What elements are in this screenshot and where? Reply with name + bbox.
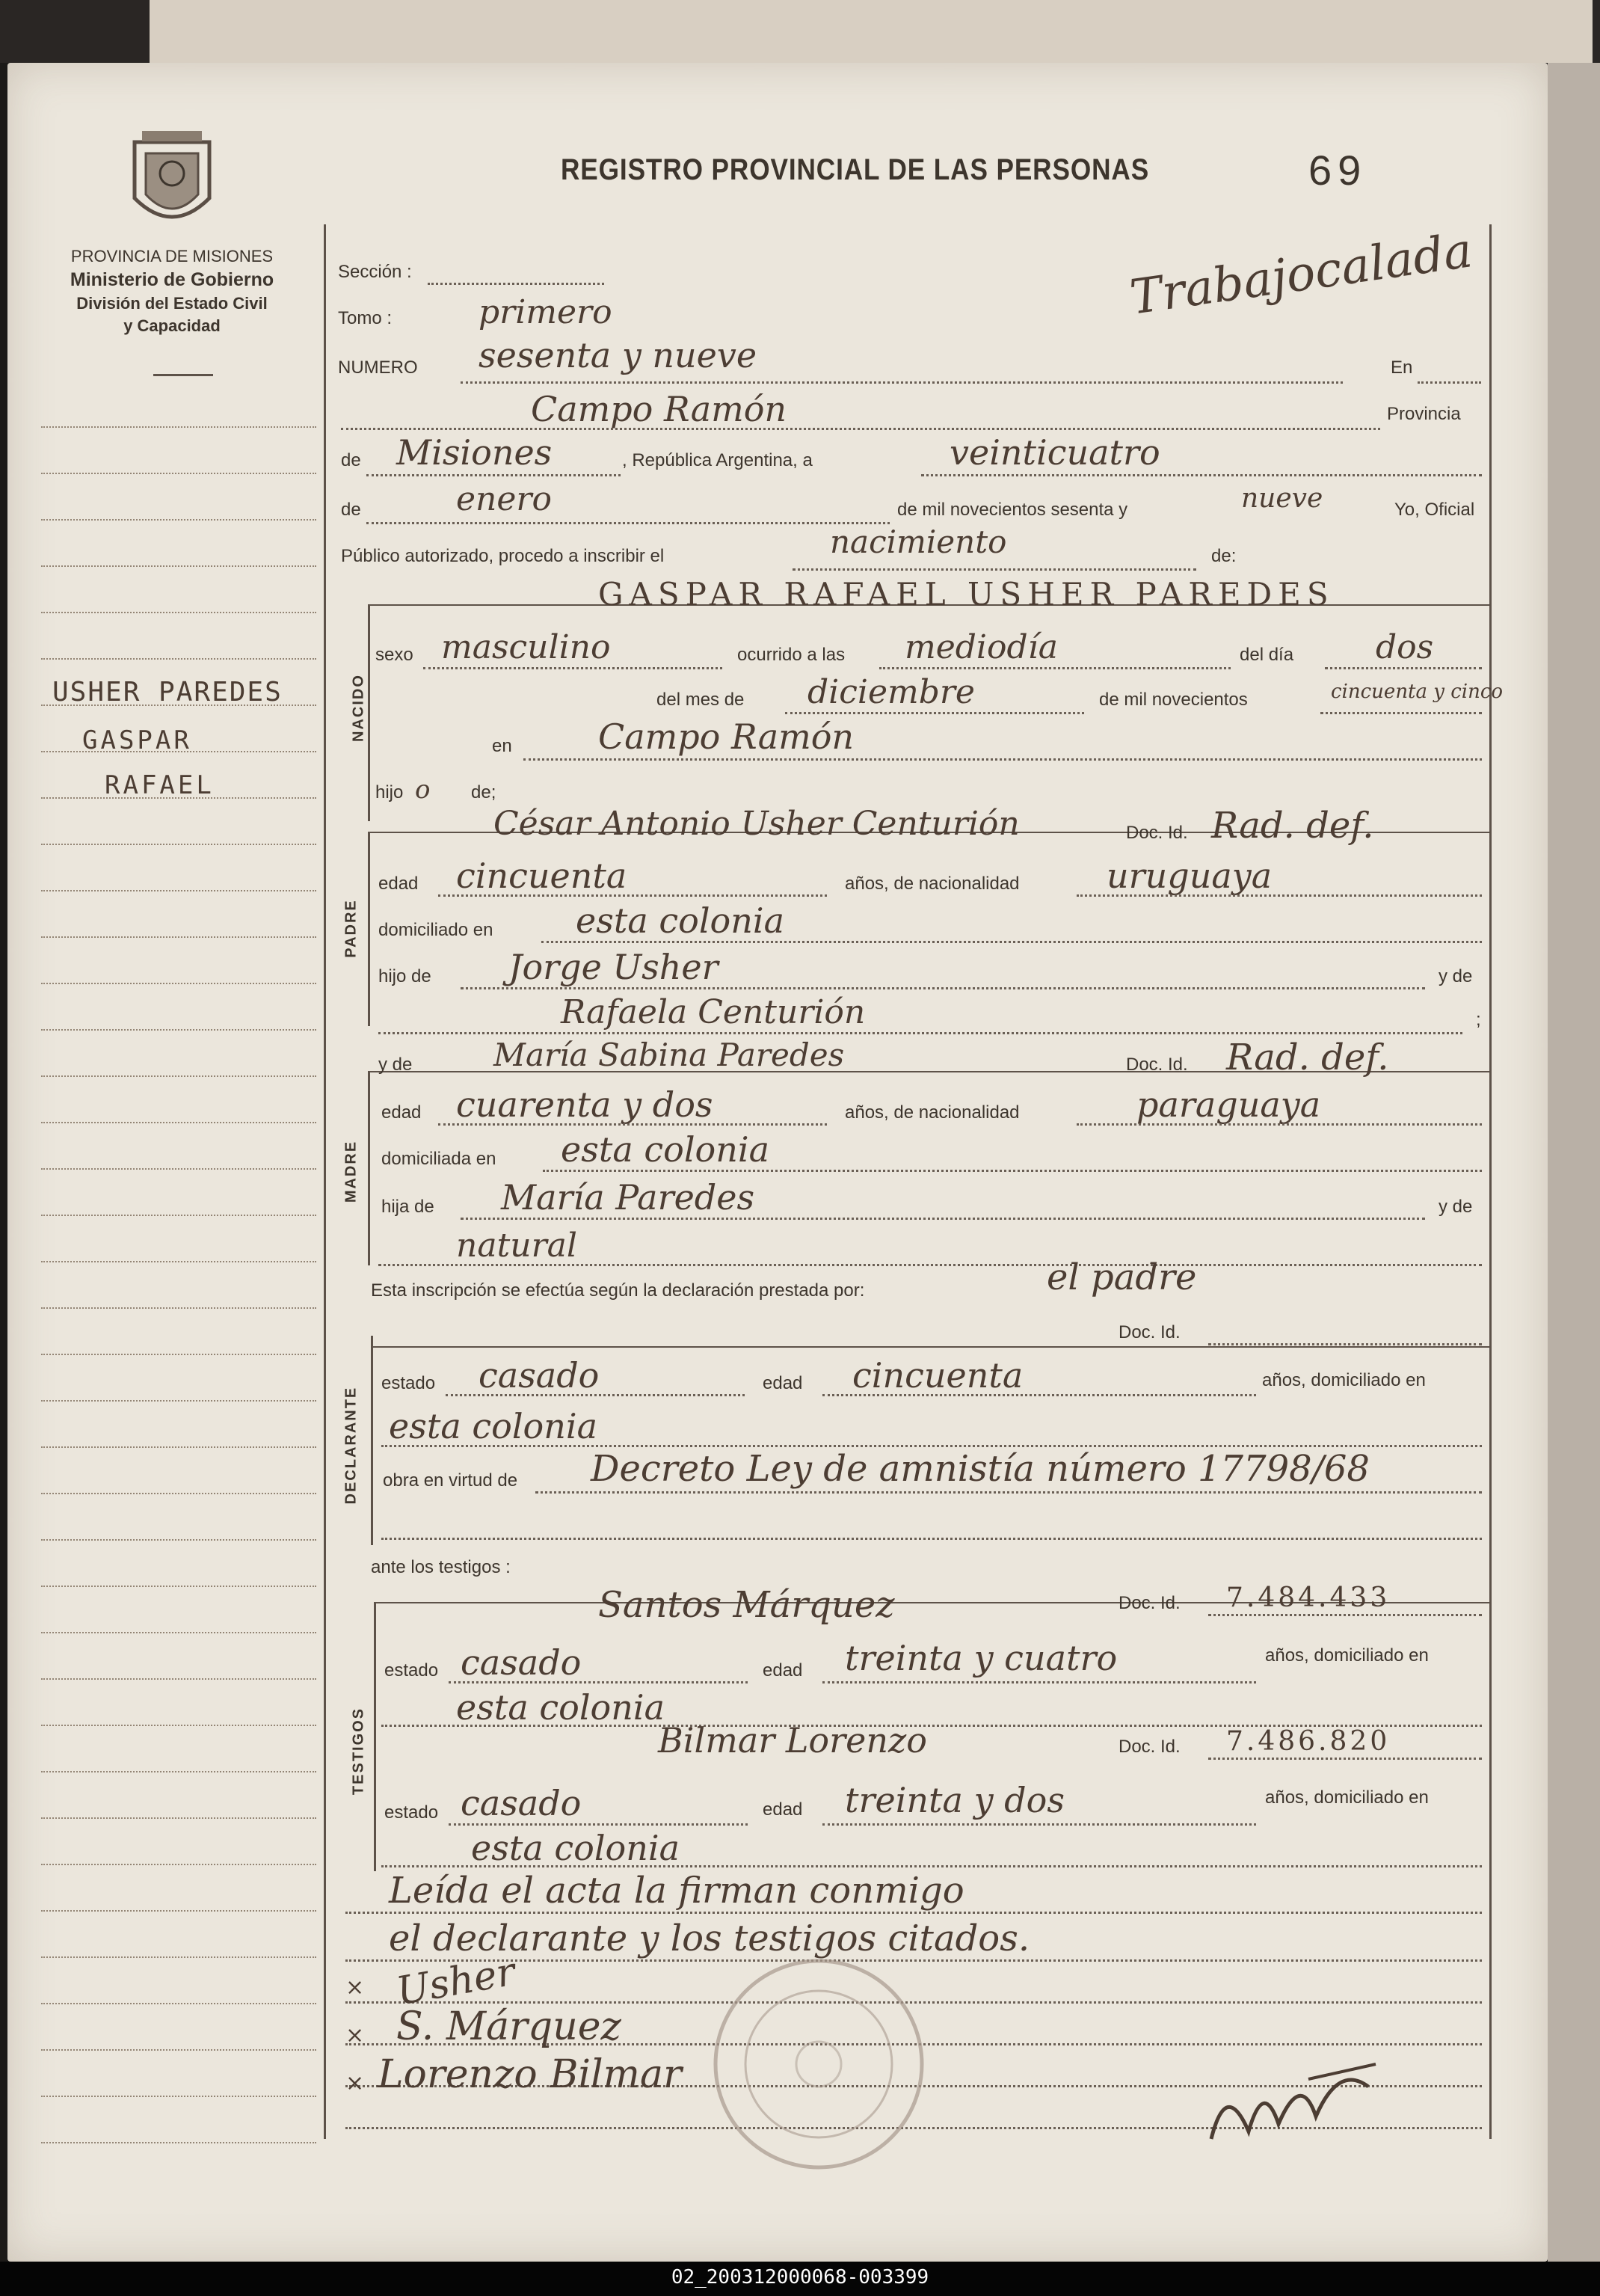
- madre-nac-value: paraguaya: [1136, 1084, 1321, 1125]
- province-seal-icon: [120, 127, 224, 239]
- padre-padre-value: Jorge Usher: [508, 947, 719, 987]
- padre-doc-value: Rad. def.: [1211, 805, 1374, 847]
- t1-estado-value: casado: [461, 1642, 582, 1683]
- decl-doc-label: Doc. Id.: [1119, 1322, 1181, 1342]
- mil-sesenta-label: de mil novecientos sesenta y: [897, 500, 1128, 520]
- capacity-label: y Capacidad: [123, 316, 221, 335]
- t1-nombre-value: Santos Márquez: [598, 1584, 895, 1626]
- t2-edad-line: [822, 1823, 1256, 1826]
- madre-anos-label: años, de nacionalidad: [845, 1102, 1020, 1123]
- firma2-value: S. Márquez: [396, 2004, 621, 2049]
- anio-nac-value: cincuenta y cinco: [1331, 681, 1504, 703]
- seccion-label: Sección :: [338, 262, 412, 282]
- declarante-value: el padre: [1047, 1256, 1197, 1298]
- tomo-label: Tomo :: [338, 308, 393, 328]
- acto-value: nacimiento: [830, 524, 1007, 560]
- padre-dom-value: esta colonia: [576, 900, 784, 941]
- margin-first-name: GASPAR: [82, 725, 192, 755]
- padre-dom-line: [541, 941, 1482, 943]
- official-stamp-icon: [707, 1952, 931, 2176]
- yo-oficial-label: Yo, Oficial: [1394, 500, 1475, 520]
- madre-dom-line: [543, 1170, 1482, 1172]
- dia-value: dos: [1376, 628, 1434, 666]
- madre-label: MADRE: [342, 1140, 360, 1203]
- margin-dotted-line: [41, 1075, 316, 1077]
- division-label: División del Estado Civil: [76, 294, 268, 313]
- padre-madre-line: [378, 1032, 1462, 1034]
- cierre1-value: Leída el acta la firman conmigo: [389, 1870, 964, 1912]
- hora-line: [879, 667, 1231, 669]
- margin-dotted-line: [41, 1493, 316, 1494]
- en2-label: en: [492, 736, 512, 756]
- sexo-label: sexo: [375, 645, 413, 665]
- margin-dotted-line: [41, 473, 316, 474]
- t1-edad-line: [822, 1681, 1256, 1683]
- padre-padre-line: [461, 987, 1425, 989]
- testigos-v-label: TESTIGOS: [350, 1707, 367, 1796]
- declarante-top: [371, 1346, 1489, 1348]
- ministry-label: Ministerio de Gobierno: [70, 269, 274, 290]
- madre-edad-value: cuarenta y dos: [456, 1084, 713, 1125]
- margin-dotted-line: [41, 890, 316, 891]
- padre-nombre-value: César Antonio Usher Centurión: [493, 805, 1020, 843]
- margin-dotted-line: [41, 1029, 316, 1031]
- provincia-value: Misiones: [396, 432, 553, 473]
- padre-edad-line: [438, 894, 827, 897]
- padre-hijo-de-label: hijo de: [378, 966, 431, 986]
- decl-edad-value: cincuenta: [852, 1355, 1024, 1396]
- margin-dotted-line: [41, 658, 316, 660]
- t1-dom-value: esta colonia: [456, 1687, 665, 1728]
- padre-bracket: [368, 832, 370, 1026]
- margin-dotted-line: [41, 2096, 316, 2097]
- madre-natural-line: [378, 1264, 1482, 1266]
- numero-label: NUMERO: [338, 357, 418, 378]
- provincia-label: Provincia: [1387, 404, 1461, 424]
- margin-dotted-line: [41, 1771, 316, 1772]
- madre-y-de-label2: y de: [1439, 1197, 1473, 1217]
- madre-dom-label: domiciliada en: [381, 1149, 496, 1169]
- margin-dotted-line: [41, 1354, 316, 1355]
- de-label: de: [341, 450, 361, 470]
- t2-doc-line: [1208, 1758, 1482, 1760]
- cierre1-line: [345, 1912, 1482, 1914]
- margin-dotted-line: [41, 936, 316, 938]
- margin-dotted-line: [41, 844, 316, 845]
- t2-edad-label: edad: [763, 1799, 803, 1820]
- t1-edad-value: treinta y cuatro: [845, 1638, 1118, 1678]
- de3-label: de;: [471, 782, 496, 802]
- margin-dotted-line: [41, 1400, 316, 1402]
- padre-doc-label: Doc. Id.: [1126, 823, 1188, 843]
- testigos-bracket: [374, 1602, 376, 1871]
- footer-filename: 02_200312000068-003399: [671, 2266, 929, 2289]
- margin-dotted-line: [41, 1539, 316, 1541]
- province-label: PROVINCIA DE MISIONES: [70, 247, 274, 265]
- t1-anos-label: años, domiciliado en: [1265, 1645, 1429, 1666]
- margin-dotted-line: [41, 565, 316, 567]
- firma1-value: Usher: [393, 1949, 519, 2015]
- provincia-line: [366, 474, 621, 476]
- margin-dotted-line: [41, 2049, 316, 2051]
- madre-doc-value: Rad. def.: [1226, 1037, 1389, 1078]
- right-rule: [1489, 224, 1492, 2139]
- numero-value: sesenta y nueve: [479, 335, 757, 375]
- margin-dotted-line: [41, 1725, 316, 1726]
- lugar-value: Campo Ramón: [531, 389, 787, 429]
- madre-y-de-label: y de: [378, 1055, 413, 1075]
- t2-estado-label: estado: [384, 1802, 439, 1823]
- margin-dotted-line: [41, 1261, 316, 1262]
- de-colon-label: de:: [1211, 546, 1237, 566]
- margin-second-name: RAFAEL: [105, 770, 215, 800]
- padre-edad-label: edad: [378, 874, 419, 894]
- hora-value: mediodía: [905, 628, 1058, 666]
- margin-surname: USHER PAREDES: [52, 677, 283, 707]
- del-dia-label: del día: [1240, 645, 1294, 665]
- republica-label: , República Argentina, a: [622, 450, 813, 470]
- del-mes-label: del mes de: [656, 690, 745, 710]
- x-mark-1: ×: [345, 1974, 365, 2001]
- margin-dotted-line: [41, 519, 316, 521]
- padre-nac-value: uruguaya: [1107, 856, 1273, 896]
- t2-estado-line: [449, 1823, 748, 1826]
- fecha-mes-value: enero: [456, 480, 552, 518]
- madre-edad-line: [438, 1123, 827, 1126]
- margin-dotted-line: [41, 426, 316, 428]
- madre-bracket: [368, 1071, 370, 1265]
- t2-doc-value: 7.486.820: [1226, 1726, 1391, 1757]
- decl-extra-line: [381, 1538, 1482, 1540]
- dia-line: [1325, 667, 1482, 669]
- mes-line: [785, 712, 1084, 714]
- t2-dom-value: esta colonia: [471, 1828, 680, 1868]
- padre-anos-label: años, de nacionalidad: [845, 874, 1020, 894]
- margin-dotted-line: [41, 612, 316, 613]
- madre-hija-de-label: hija de: [381, 1197, 434, 1217]
- nacido-label: NACIDO: [350, 674, 367, 742]
- margin-dotted-line: [41, 1215, 316, 1216]
- anio-value: nueve: [1241, 483, 1323, 514]
- padre-madre-value: Rafaela Centurión: [561, 993, 866, 1031]
- anio-nac-line: [1320, 712, 1482, 714]
- de2-label: de: [341, 500, 361, 520]
- margin-dotted-line: [41, 1864, 316, 1865]
- margin-dotted-line: [41, 1817, 316, 1819]
- decl-dom-line: [381, 1445, 1482, 1447]
- decl-estado-line: [446, 1394, 745, 1396]
- margin-dotted-line: [41, 2003, 316, 2004]
- t2-nombre-value: Bilmar Lorenzo: [658, 1720, 927, 1761]
- testigos-label: ante los testigos :: [371, 1557, 511, 1577]
- madre-doc-label: Doc. Id.: [1126, 1055, 1188, 1075]
- decl-virtud-value: Decreto Ley de amnistía número 17798/68: [591, 1448, 1370, 1490]
- madre-edad-label: edad: [381, 1102, 422, 1123]
- decl-edad-line: [822, 1394, 1256, 1396]
- hijo-label: hijo: [375, 782, 404, 802]
- x-mark-2: ×: [345, 2022, 365, 2048]
- publico-label: Público autorizado, procedo a inscribir el: [341, 546, 665, 566]
- lugar-nac-line: [523, 758, 1482, 761]
- en-line: [1418, 381, 1481, 384]
- officer-signature-icon: [1196, 2049, 1406, 2161]
- sexo-line: [423, 667, 722, 669]
- t1-estado-label: estado: [384, 1660, 439, 1680]
- tomo-value: primero: [479, 293, 612, 331]
- declarante-label: DECLARANTE: [342, 1386, 360, 1505]
- firma3-value: Lorenzo Bilmar: [378, 2052, 682, 2097]
- semicolon-label: ;: [1476, 1010, 1481, 1030]
- nacido-bracket: [368, 604, 370, 821]
- t1-edad-label: edad: [763, 1660, 803, 1680]
- fecha-dia-value: veinticuatro: [950, 432, 1160, 473]
- madre-madre-value: María Paredes: [501, 1177, 755, 1218]
- mil-nov-label: de mil novecientos: [1099, 690, 1248, 710]
- margin-dotted-line: [41, 1168, 316, 1170]
- t1-doc-line: [1208, 1614, 1482, 1616]
- t2-doc-label: Doc. Id.: [1119, 1737, 1181, 1757]
- padre-dom-label: domiciliado en: [378, 920, 493, 940]
- sexo-value: masculino: [441, 628, 611, 666]
- cierre2-value: el declarante y los testigos citados.: [389, 1918, 1030, 1959]
- mes-value: diciembre: [807, 673, 975, 711]
- numero-line: [461, 381, 1343, 384]
- t2-edad-value: treinta y dos: [845, 1780, 1065, 1820]
- margin-dotted-line: [41, 1586, 316, 1587]
- margin-rule: [324, 224, 326, 2139]
- margin-dotted-line: [41, 1122, 316, 1123]
- t1-estado-line: [449, 1681, 748, 1683]
- margin-dotted-line: [41, 1910, 316, 1912]
- padre-nac-line: [1077, 894, 1482, 897]
- inscripcion-label: Esta inscripción se efectúa según la declaración prestada por:: [371, 1280, 865, 1301]
- registrar-signature: Trabajocalada: [1127, 223, 1476, 326]
- lugar-line: [341, 428, 1380, 430]
- declarante-bracket: [371, 1336, 373, 1545]
- page-number: 69: [1308, 147, 1367, 194]
- margin-dotted-line: [41, 1632, 316, 1633]
- header-divider: [153, 374, 213, 376]
- t2-dom-line: [381, 1865, 1482, 1867]
- margin-dotted-line: [41, 2142, 316, 2143]
- t2-anos-label: años, domiciliado en: [1265, 1787, 1429, 1808]
- madre-dom-value: esta colonia: [561, 1129, 769, 1170]
- x-mark-3: ×: [345, 2070, 365, 2096]
- decl-dom-value: esta colonia: [389, 1406, 597, 1446]
- padre-y-de-label: y de: [1439, 966, 1473, 986]
- decl-edad-label: edad: [763, 1373, 803, 1393]
- margin-dotted-line: [41, 1956, 316, 1958]
- page-title: REGISTRO PROVINCIAL DE LAS PERSONAS: [561, 153, 1150, 186]
- fecha-dia-line: [921, 474, 1482, 476]
- decl-estado-label: estado: [381, 1373, 436, 1393]
- seccion-line: [428, 283, 604, 285]
- obra-label: obra en virtud de: [383, 1470, 518, 1491]
- padre-label: PADRE: [342, 899, 360, 958]
- binder-strip: [150, 0, 1593, 63]
- nombre-value: GASPAR RAFAEL USHER PAREDES: [598, 576, 1335, 613]
- margin-dotted-line: [41, 1307, 316, 1309]
- page-edge: [1548, 63, 1600, 2269]
- decl-virtud-line: [535, 1491, 1482, 1494]
- t1-doc-value: 7.484.433: [1226, 1583, 1391, 1613]
- ocurrido-label: ocurrido a las: [737, 645, 846, 665]
- madre-nac-line: [1077, 1123, 1482, 1126]
- decl-doc-line: [1208, 1343, 1482, 1345]
- en-label: En: [1391, 357, 1413, 378]
- t2-estado-value: casado: [461, 1783, 582, 1823]
- t1-doc-label: Doc. Id.: [1119, 1593, 1181, 1613]
- madre-madre-line: [461, 1218, 1425, 1220]
- decl-anos-label: años, domiciliado en: [1262, 1370, 1426, 1390]
- margin-dotted-line: [41, 1678, 316, 1680]
- madre-nombre-value: María Sabina Paredes: [493, 1037, 845, 1073]
- lugar-nac-value: Campo Ramón: [598, 716, 855, 757]
- fecha-mes-line: [366, 522, 890, 524]
- margin-dotted-line: [41, 1446, 316, 1448]
- decl-estado-value: casado: [479, 1355, 600, 1396]
- acto-line: [793, 568, 1196, 571]
- madre-natural-value: natural: [456, 1227, 577, 1265]
- hijo-suffix: o: [415, 775, 431, 805]
- padre-edad-value: cincuenta: [456, 856, 627, 896]
- margin-dotted-line: [41, 983, 316, 984]
